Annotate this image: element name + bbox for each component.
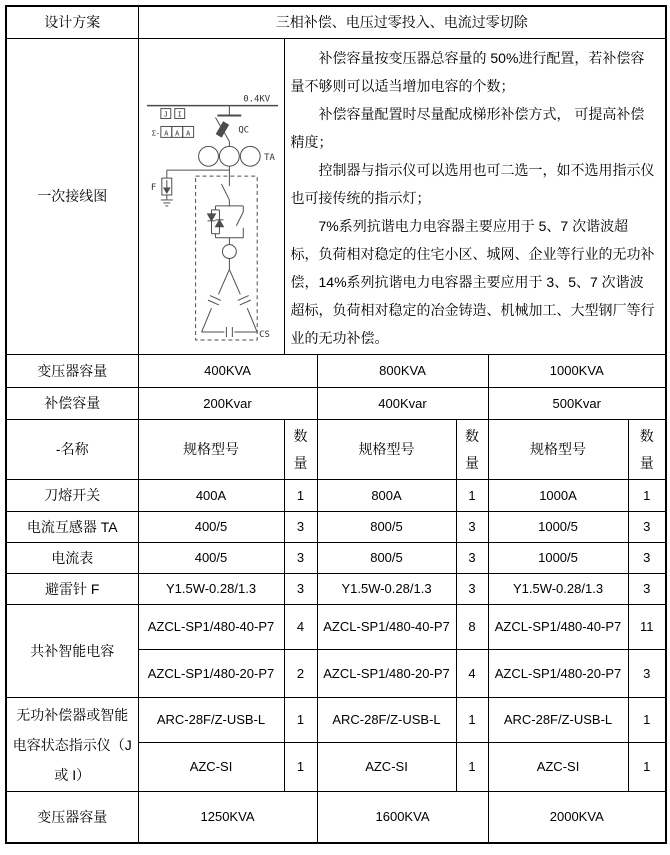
spec-cell: AZCL-SP1/480-20-P7	[317, 650, 456, 698]
compensation-value-2: 400Kvar	[317, 388, 488, 420]
arrester-f-label: F	[150, 183, 156, 194]
qty-cell: 3	[456, 574, 488, 605]
capacity-bottom-label: 变压器容量	[6, 792, 138, 844]
spec-cell: 1000/5	[488, 543, 628, 574]
notes-cell	[284, 39, 666, 355]
design-label: 设计方案	[6, 6, 138, 39]
qty-cell: 1	[284, 743, 317, 792]
table-row-capacity-bottom	[6, 792, 666, 844]
shared-cap-name: 共补智能电容	[6, 605, 138, 698]
spec-cell: 800/5	[317, 512, 456, 543]
spec-cell: ARC-28F/Z-USB-L	[317, 698, 456, 743]
spec-table	[5, 5, 667, 844]
note-paragraph: 补偿容量配置时尽量配成梯形补偿方式， 可提高补偿精度；	[290, 106, 645, 150]
header-name: -名称	[6, 420, 138, 480]
spec-cell: 800A	[317, 480, 456, 512]
table-row-knife-switch	[6, 480, 666, 512]
indicator-name: 无功补偿器或智能 电容状态指示仪（J 或 I）	[6, 698, 138, 792]
spec-cell: ARC-28F/Z-USB-L	[488, 698, 628, 743]
compensation-value-1: 200Kvar	[138, 388, 317, 420]
equipment-name: 刀熔开关	[6, 480, 138, 512]
header-spec-3: 规格型号	[488, 420, 628, 480]
capacity-bottom-value-2: 1600KVA	[317, 792, 488, 844]
header-spec-2: 规格型号	[317, 420, 456, 480]
qc-switch-label: QC	[237, 125, 249, 136]
table-row-capacity-top	[6, 355, 666, 388]
qty-cell: 3	[628, 543, 666, 574]
qty-cell: 4	[456, 650, 488, 698]
spec-cell: Y1.5W-0.28/1.3	[488, 574, 628, 605]
capacity-bottom-value-3: 2000KVA	[488, 792, 666, 844]
header-qty-1: 数量	[284, 420, 317, 480]
qty-cell: 3	[456, 543, 488, 574]
capacity-top-value-1: 400KVA	[138, 355, 317, 388]
spec-cell: 400A	[138, 480, 284, 512]
meter-box-a1: A	[163, 129, 168, 138]
spec-cell: AZCL-SP1/480-40-P7	[138, 605, 284, 650]
table-row-ammeter	[6, 543, 666, 574]
capacity-top-label: 变压器容量	[6, 355, 138, 388]
spec-cell: AZC-SI	[317, 743, 456, 792]
qty-cell: 8	[456, 605, 488, 650]
table-row-indicator-1	[6, 698, 666, 743]
diagram-label: 一次接线图	[6, 39, 138, 355]
qty-cell: 11	[628, 605, 666, 650]
qty-cell: 3	[628, 650, 666, 698]
capacity-top-value-2: 800KVA	[317, 355, 488, 388]
spec-cell: ARC-28F/Z-USB-L	[138, 698, 284, 743]
header-qty-2: 数量	[456, 420, 488, 480]
table-row-diagram	[6, 39, 666, 355]
qty-cell: 3	[628, 574, 666, 605]
meter-box-a3: A	[185, 129, 190, 138]
qty-cell: 1	[628, 743, 666, 792]
qty-cell: 1	[456, 743, 488, 792]
qty-cell: 2	[284, 650, 317, 698]
note-paragraph: 补偿容量按变压器总容量的 50%进行配置，若补偿容量不够则可以适当增加电容的个数；	[290, 50, 645, 94]
qty-cell: 3	[456, 512, 488, 543]
one-line-diagram-svg	[139, 39, 284, 349]
header-qty-3: 数量	[628, 420, 666, 480]
spec-cell: Y1.5W-0.28/1.3	[317, 574, 456, 605]
spec-cell: 1000A	[488, 480, 628, 512]
spec-cell: 400/5	[138, 543, 284, 574]
qty-cell: 3	[284, 574, 317, 605]
spec-cell: AZCL-SP1/480-40-P7	[317, 605, 456, 650]
table-row-design	[6, 6, 666, 39]
compensation-value-3: 500Kvar	[488, 388, 666, 420]
note-paragraph: 控制器与指示仪可以选用也可二选一，如不选用指示仪也可接传统的指示灯；	[290, 162, 655, 206]
table-row-header	[6, 420, 666, 480]
note-paragraph: 7%系列抗谐电力电容器主要应用于 5、7 次谐波超标，负荷相对稳定的住宅小区、城网、企业等行业的无功补偿，14%系列抗谐电力电容器主要应用于 3、5、7 次谐波超标，负荷相对稳定的冶金铸造、机械加工、大型钢厂等行业的无功补偿。	[290, 218, 655, 346]
compensation-label: 补偿容量	[6, 388, 138, 420]
table-row-shared-cap-1	[6, 605, 666, 650]
bus-voltage-label: 0.4KV	[242, 94, 270, 105]
header-spec-1: 规格型号	[138, 420, 284, 480]
qty-cell: 1	[628, 480, 666, 512]
table-row-compensation	[6, 388, 666, 420]
qty-cell: 1	[456, 698, 488, 743]
spec-cell: AZC-SI	[138, 743, 284, 792]
qty-cell: 3	[284, 512, 317, 543]
spec-cell: Y1.5W-0.28/1.3	[138, 574, 284, 605]
diagram-cell	[138, 39, 284, 355]
meter-prefix: Σ-	[151, 129, 160, 138]
design-value: 三相补偿、电压过零投入、电流过零切除	[138, 6, 666, 39]
indicator-box-i: I	[177, 110, 182, 119]
qty-cell: 4	[284, 605, 317, 650]
meter-box-a2: A	[174, 129, 179, 138]
qty-cell: 1	[284, 480, 317, 512]
qty-cell: 3	[284, 543, 317, 574]
equipment-name: 避雷针 F	[6, 574, 138, 605]
spec-cell: 1000/5	[488, 512, 628, 543]
qty-cell: 3	[628, 512, 666, 543]
spec-cell: AZCL-SP1/480-20-P7	[138, 650, 284, 698]
spec-cell: 400/5	[138, 512, 284, 543]
equipment-name: 电流互感器 TA	[6, 512, 138, 543]
spec-cell: AZCL-SP1/480-40-P7	[488, 605, 628, 650]
qty-cell: 1	[284, 698, 317, 743]
equipment-name: 电流表	[6, 543, 138, 574]
capacity-top-value-3: 1000KVA	[488, 355, 666, 388]
capacity-bottom-value-1: 1250KVA	[138, 792, 317, 844]
table-row-arrester	[6, 574, 666, 605]
spec-cell: AZCL-SP1/480-20-P7	[488, 650, 628, 698]
cap-bank-cs-label: CS	[258, 330, 270, 341]
ta-ct-label: TA	[263, 153, 275, 164]
spec-cell: 800/5	[317, 543, 456, 574]
qty-cell: 1	[456, 480, 488, 512]
qty-cell: 1	[628, 698, 666, 743]
indicator-box-j: J	[163, 110, 168, 119]
table-row-ct	[6, 512, 666, 543]
spec-cell: AZC-SI	[488, 743, 628, 792]
